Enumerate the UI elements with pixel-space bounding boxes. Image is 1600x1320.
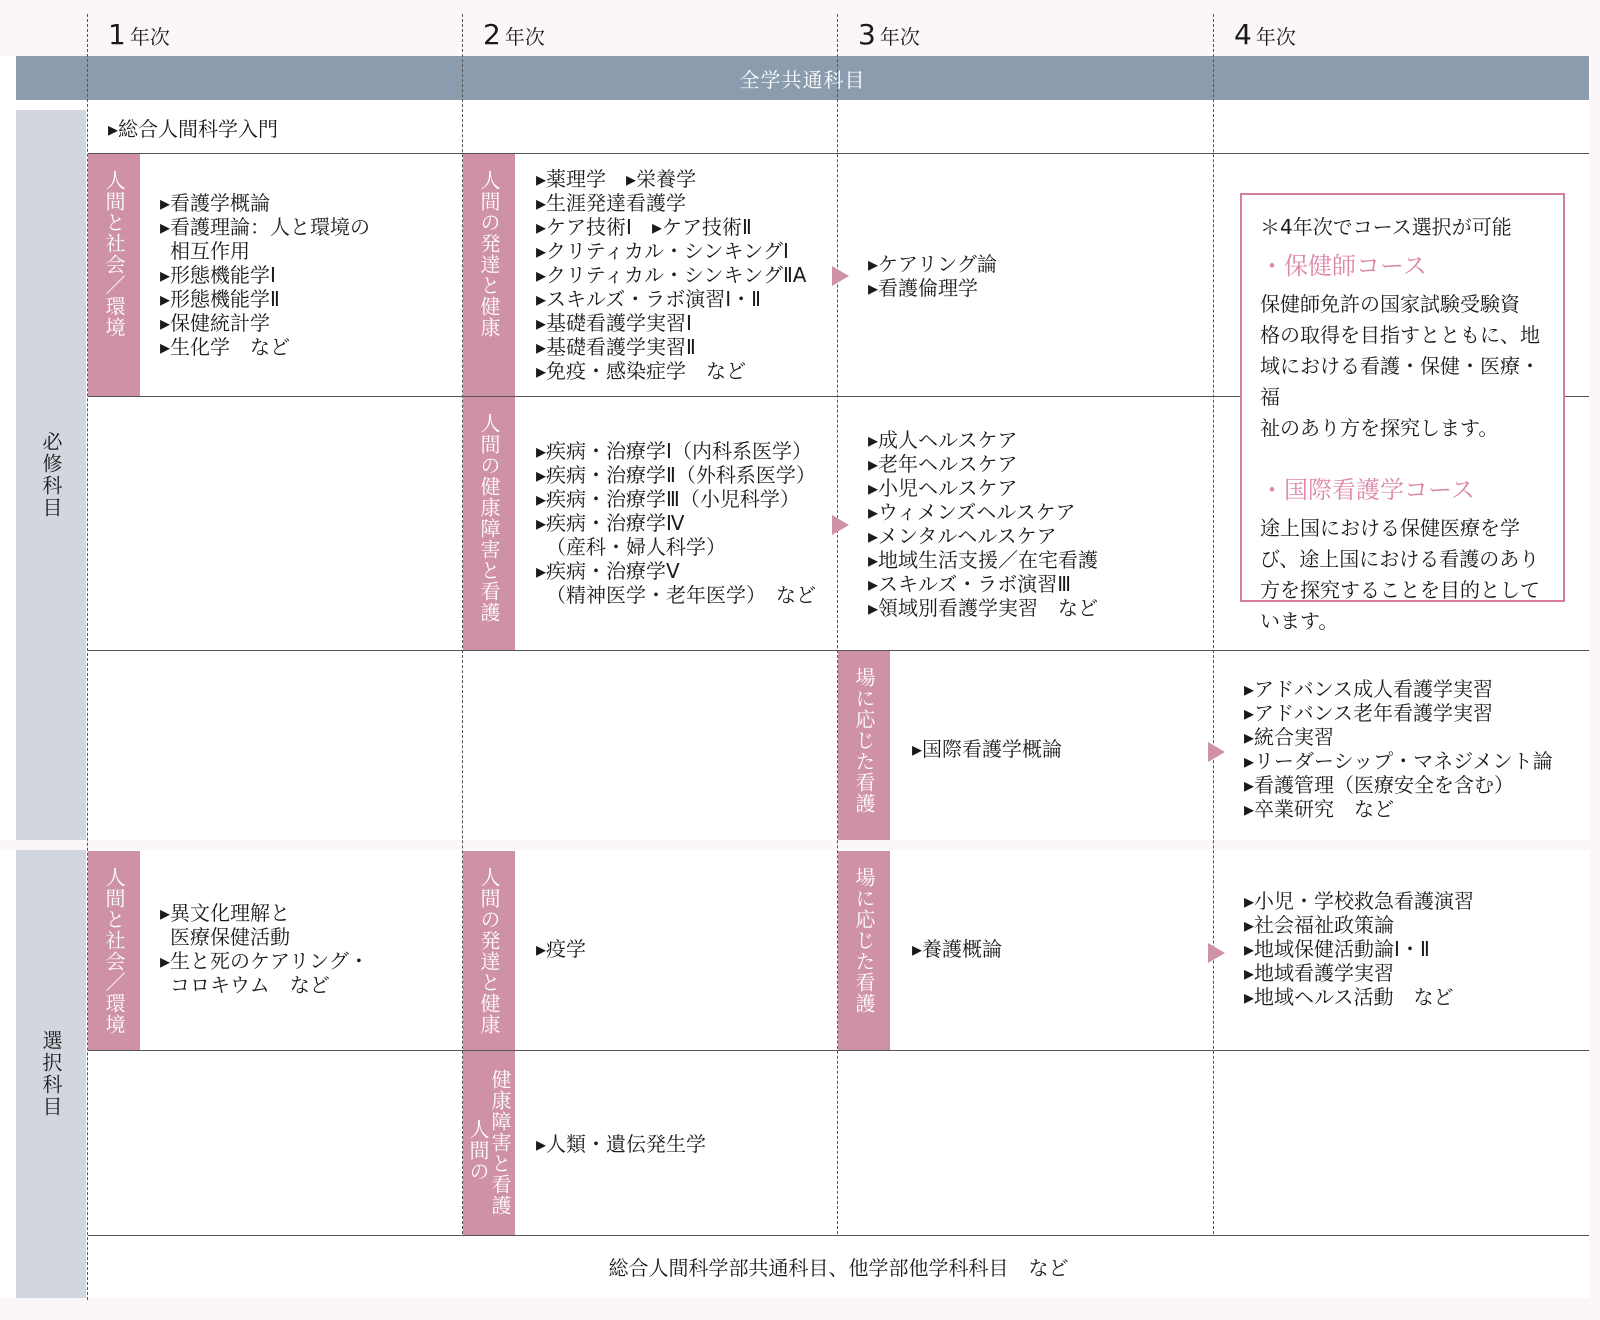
list-item: ▸ 小児・学校救急看護演習 <box>1244 889 1474 913</box>
elective-category-label: 選択科目 <box>39 1030 63 1118</box>
list-item: ▸ 生化学 など <box>160 335 370 359</box>
list-item: ▸ ウィメンズヘルスケア <box>868 500 1098 524</box>
international-nursing-course-description: 途上国における保健医療を学 び、途上国における看護のあり 方を探究することを目的として います。 <box>1260 516 1540 633</box>
list-item: ▸ 疾病・治療学Ⅱ（外科系医学） <box>536 463 816 487</box>
y3-required-list-3 <box>912 737 1062 761</box>
list-item: ▸ 領域別看護学実習 など <box>868 596 1098 620</box>
list-item: ▸ 地域看護学実習 <box>1244 961 1474 985</box>
list-item: ▸ 看護学概論 <box>160 191 370 215</box>
list-item: ▸ 地域ヘルス活動 など <box>1244 985 1474 1009</box>
list-item: ▸ メンタルヘルスケア <box>868 524 1098 548</box>
list-item: ▸ 形態機能学Ⅱ <box>160 287 370 311</box>
category-tag-society-environment: 人間と社会／環境 <box>88 154 140 396</box>
y3-elective-list <box>912 937 1002 961</box>
list-item: ▸ アドバンス成人看護学実習 <box>1244 677 1553 701</box>
row-line <box>88 153 1589 154</box>
row-line <box>88 1050 1589 1051</box>
category-tag-development-health: 人間の発達と健康 <box>463 154 515 396</box>
y2-elective-list-2 <box>536 1132 706 1156</box>
list-item: ▸ クリティカル・シンキングⅠ <box>536 239 806 263</box>
list-item: （産科・婦人科学） <box>546 535 726 559</box>
section-gap <box>0 840 1600 850</box>
list-item: ▸ 薬理学 ▸栄養学 <box>536 167 806 191</box>
category-tag-health-disorders-nursing: 人間の健康障害と看護 <box>463 397 515 650</box>
list-item: ▸ 地域生活支援／在宅看護 <box>868 548 1098 572</box>
list-item: ▸ 基礎看護学実習Ⅰ <box>536 311 806 335</box>
category-tag-development-health: 人間の発達と健康 <box>463 851 515 1050</box>
list-item: ▸ 国際看護学概論 <box>912 737 1062 761</box>
list-item: ▸ 異文化理解と <box>160 901 369 925</box>
y1-required-list <box>160 191 370 359</box>
category-tag-situational-nursing: 場に応じた看護 <box>838 651 890 840</box>
y3-required-list-2 <box>868 428 1098 620</box>
international-nursing-course-title: ・国際看護学コース <box>1260 476 1475 504</box>
list-item: コロキウム など <box>170 973 330 997</box>
list-item: ▸ ケアリング論 <box>868 252 997 276</box>
public-health-nurse-course-title: ・保健師コース <box>1260 252 1427 280</box>
elective-category <box>16 850 86 1298</box>
list-item: ▸ 小児ヘルスケア <box>868 476 1098 500</box>
list-item: ▸ 成人ヘルスケア <box>868 428 1098 452</box>
list-item: ▸ 社会福祉政策論 <box>1244 913 1474 937</box>
y2-elective-list-1 <box>536 937 586 961</box>
list-item: ▸ アドバンス老年看護学実習 <box>1244 701 1553 725</box>
y3-required-list-1 <box>868 252 997 300</box>
column-divider <box>1213 14 1214 1234</box>
year-header-4: 4 年次 <box>1234 18 1296 51</box>
course-selection-note <box>1240 193 1565 633</box>
year-header-1: 1 年次 <box>108 18 170 51</box>
header-background <box>0 0 1600 56</box>
list-item: ▸ 生と死のケアリング・ <box>160 949 369 973</box>
list-item: ▸ 卒業研究 など <box>1244 797 1553 821</box>
list-item: ▸ 看護管理（医療安全を含む） <box>1244 773 1553 797</box>
intro-subject <box>108 117 278 141</box>
progression-arrow <box>1208 943 1225 963</box>
list-item: ▸ リーダーシップ・マネジメント論 <box>1244 749 1553 773</box>
y4-required-list <box>1244 677 1553 821</box>
progression-arrow <box>1208 742 1225 762</box>
year-header-2: 2 年次 <box>483 18 545 51</box>
list-item: ▸ 免疫・感染症学 など <box>536 359 806 383</box>
list-item: ▸ 統合実習 <box>1244 725 1553 749</box>
list-item: ▸ スキルズ・ラボ演習Ⅰ・Ⅱ <box>536 287 806 311</box>
list-item: ▸ 看護倫理学 <box>868 276 997 300</box>
list-item: ▸ 疾病・治療学Ⅰ（内科系医学） <box>536 439 816 463</box>
list-item: ▸ 総合人間科学入門 <box>108 117 278 141</box>
column-divider <box>837 14 838 1234</box>
required-category <box>16 110 86 840</box>
y1-elective-list <box>160 901 369 997</box>
list-item: ▸ 地域保健活動論Ⅰ・Ⅱ <box>1244 937 1474 961</box>
category-tag-society-environment: 人間と社会／環境 <box>88 851 140 1050</box>
progression-arrow <box>832 266 849 286</box>
list-item: ▸ 基礎看護学実習Ⅱ <box>536 335 806 359</box>
required-category-label: 必修科目 <box>39 431 63 519</box>
list-item: ▸ スキルズ・ラボ演習Ⅲ <box>868 572 1098 596</box>
list-item: ▸ 老年ヘルスケア <box>868 452 1098 476</box>
list-item: 相互作用 <box>170 239 250 263</box>
page-right-margin <box>1589 0 1600 1320</box>
list-item: ▸ 生涯発達看護学 <box>536 191 806 215</box>
list-item: （精神医学・老年医学） など <box>546 583 816 607</box>
list-item: ▸ 疫学 <box>536 937 586 961</box>
list-item: ▸ 形態機能学Ⅰ <box>160 263 370 287</box>
list-item: ▸ 看護理論：人と環境の <box>160 215 370 239</box>
y2-required-list-1 <box>536 167 806 383</box>
list-item: 医療保健活動 <box>170 925 290 949</box>
category-tag-health-disorders-nursing: 健康障害と看護 人間の <box>463 1051 515 1235</box>
y2-required-list-2 <box>536 439 816 607</box>
list-item: ▸ 保健統計学 <box>160 311 370 335</box>
list-item: ▸ ケア技術Ⅰ ▸ケア技術Ⅱ <box>536 215 806 239</box>
list-item: ▸ 疾病・治療学Ⅴ <box>536 559 816 583</box>
year-header-3: 3 年次 <box>858 18 920 51</box>
progression-arrow <box>832 515 849 535</box>
y4-elective-list <box>1244 889 1474 1009</box>
row-line <box>88 1235 1589 1236</box>
note-heading: ＊4年次でコース選択が可能 <box>1260 215 1512 239</box>
list-item: ▸ 疾病・治療学Ⅲ（小児科学） <box>536 487 816 511</box>
other-electives-footer: 総合人間科学部共通科目、他学部他学科科目 など <box>608 1256 1069 1280</box>
list-item: ▸ 人類・遺伝発生学 <box>536 1132 706 1156</box>
list-item: ▸ 養護概論 <box>912 937 1002 961</box>
page-bottom-margin <box>0 1298 1600 1320</box>
common-subjects-bar: 全学共通科目 <box>16 56 1589 100</box>
list-item: ▸ 疾病・治療学Ⅳ <box>536 511 816 535</box>
category-tag-situational-nursing: 場に応じた看護 <box>838 851 890 1050</box>
list-item: ▸ クリティカル・シンキングⅡA <box>536 263 806 287</box>
public-health-nurse-course-description: 保健師免許の国家試験受験資 格の取得を目指すとともに、地 域における看護・保健・医療・福 祉のあり方を探究します。 <box>1260 292 1540 440</box>
